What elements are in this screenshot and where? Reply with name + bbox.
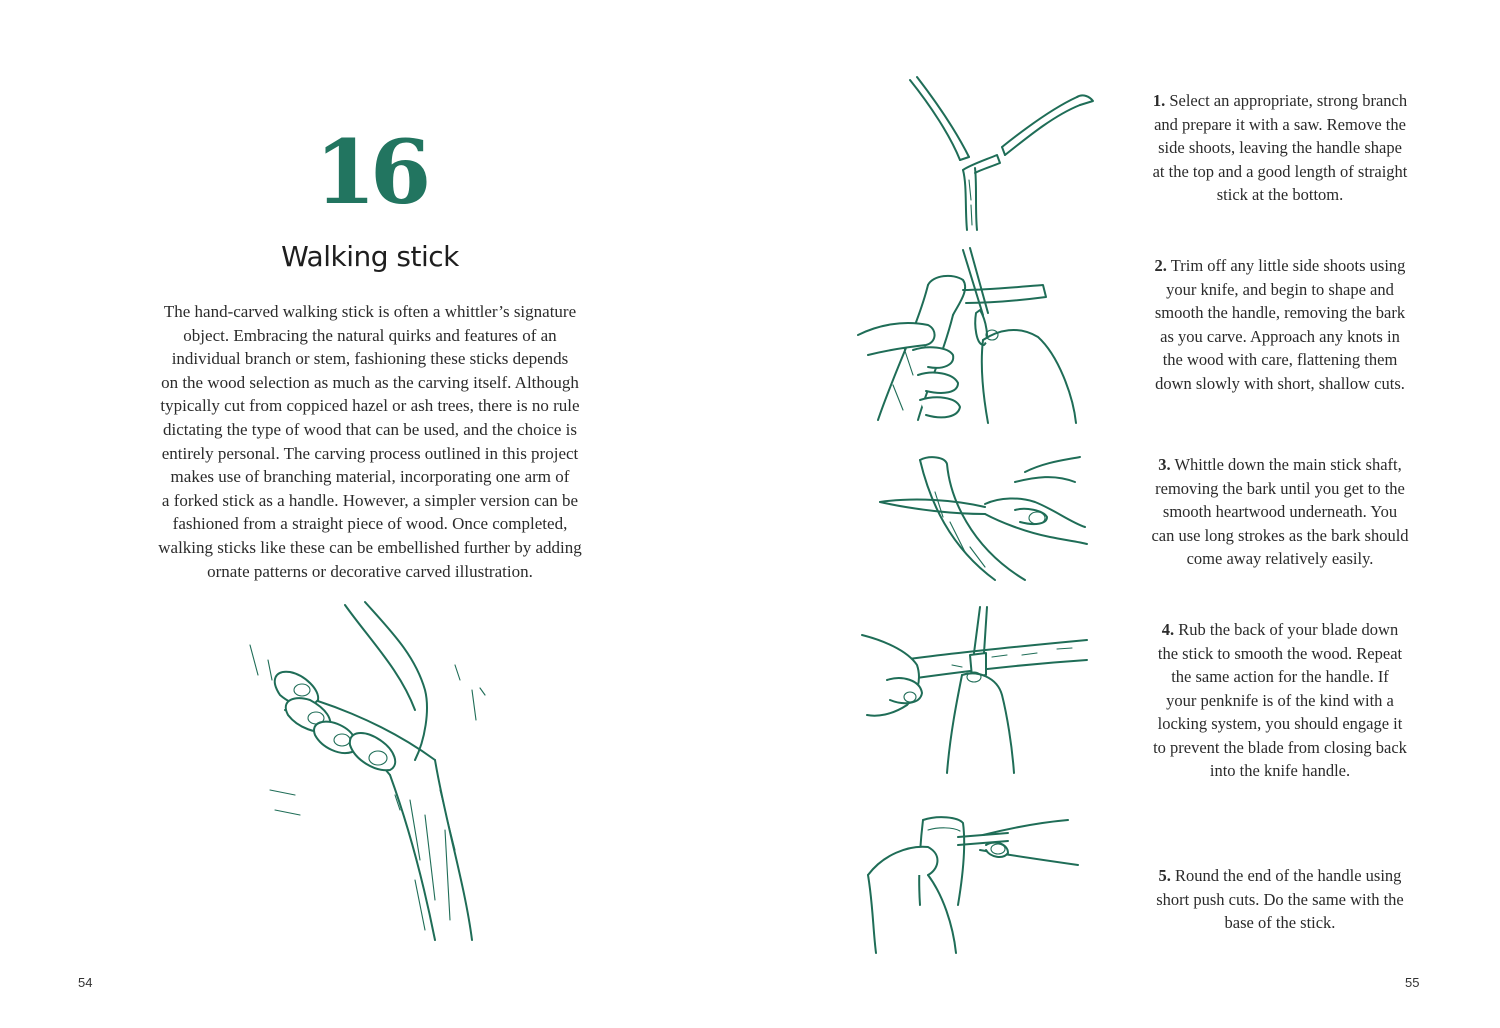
step-line: at the top and a good length of straight	[1152, 161, 1408, 181]
whittling-shaft-illustration	[875, 452, 1090, 582]
step-line: your penknife is of the kind with a	[1166, 690, 1394, 710]
project-number: 16	[314, 120, 426, 224]
step-line: Select an appropriate, strong branch	[1169, 91, 1408, 110]
smoothing-with-blade-illustration	[862, 605, 1092, 775]
step-line: base of the stick.	[1224, 913, 1336, 932]
step-3	[1135, 453, 1425, 571]
step-line: locking system, you should engage it	[1157, 714, 1403, 733]
step-line: your knife, and begin to shape and	[1166, 279, 1394, 299]
forked-branch-illustration	[905, 75, 1100, 235]
step-line: the same action for the handle. If	[1171, 667, 1389, 686]
project-title: Walking stick	[281, 240, 459, 273]
step-line: stick at the bottom.	[1216, 185, 1344, 204]
step-line: the wood with care, flattening them	[1162, 350, 1398, 369]
step-line: removing the bark until you get to the	[1155, 478, 1405, 498]
step-line: Rub the back of your blade down	[1178, 620, 1399, 639]
step-number: 3.	[1158, 455, 1171, 474]
intro-paragraph	[140, 300, 600, 583]
page-number-right: 55	[1405, 975, 1420, 990]
step-line: Whittle down the main stick shaft,	[1174, 455, 1402, 474]
step-4	[1135, 618, 1425, 783]
intro-line: The hand-carved walking stick is often a whittler’s signature	[163, 302, 577, 321]
step-number: 4.	[1161, 620, 1175, 639]
step-number: 1.	[1152, 91, 1166, 110]
step-line: down slowly with short, shallow cuts.	[1155, 373, 1405, 393]
intro-line: on the wood selection as much as the carving itself. Although	[161, 372, 579, 392]
intro-line: ornate patterns or decorative carved illustration.	[207, 561, 533, 581]
step-line: Trim off any little side shoots using	[1170, 256, 1406, 275]
step-5	[1135, 864, 1425, 935]
step-line: as you carve. Approach any knots in	[1160, 326, 1400, 346]
step-line: can use long strokes as the bark should	[1151, 525, 1409, 545]
step-line: to prevent the blade from closing back	[1153, 737, 1407, 757]
intro-line: walking sticks like these can be embellished further by adding	[158, 537, 582, 557]
step-number: 5.	[1158, 866, 1171, 885]
step-line: come away relatively easily.	[1186, 549, 1374, 568]
intro-line: fashioned from a straight piece of wood. Once completed,	[172, 514, 568, 534]
intro-line: entirely personal. The carving process outlined in this project	[161, 443, 579, 463]
step-1	[1135, 89, 1425, 207]
right-page	[750, 0, 1500, 1028]
intro-line: dictating the type of wood that can be used, and the choice is	[162, 419, 577, 439]
intro-line: makes use of branching material, incorporating one arm of	[170, 467, 570, 487]
step-line: smooth heartwood underneath. You	[1162, 502, 1398, 521]
page-number-left: 54	[78, 975, 93, 990]
step-line: side shoots, leaving the handle shape	[1158, 138, 1402, 157]
step-2	[1135, 254, 1425, 395]
step-line: short push cuts. Do the same with the	[1156, 889, 1404, 909]
intro-line: individual branch or stem, fashioning these sticks depends	[171, 349, 569, 369]
step-line: the stick to smooth the wood. Repeat	[1157, 643, 1403, 663]
hand-holding-stick-illustration	[240, 600, 500, 945]
intro-line: typically cut from coppiced hazel or ash trees, there is no rule	[160, 396, 580, 416]
rounding-handle-end-illustration	[868, 815, 1088, 955]
step-line: Round the end of the handle using	[1175, 866, 1402, 885]
intro-line: object. Embracing the natural quirks and features of an	[183, 325, 557, 345]
carving-handle-illustration	[858, 245, 1083, 425]
step-line: into the knife handle.	[1209, 761, 1351, 780]
intro-line: a forked stick as a handle. However, a simpler version can be	[161, 490, 579, 510]
step-line: smooth the handle, removing the bark	[1154, 303, 1406, 322]
step-number: 2.	[1154, 256, 1167, 275]
step-line: and prepare it with a saw. Remove the	[1154, 114, 1406, 134]
